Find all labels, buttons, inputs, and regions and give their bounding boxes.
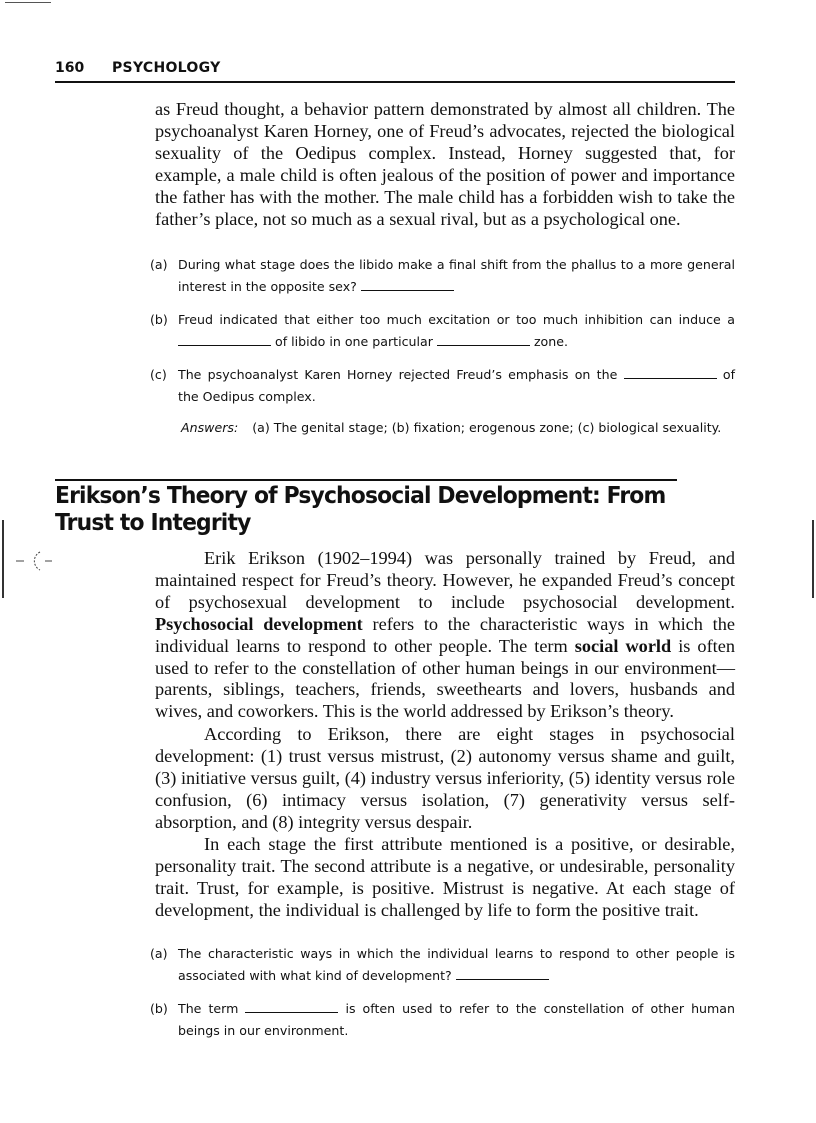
question-text: zone. [533,334,568,349]
question-text: of the Oedipus complex. [178,367,735,404]
question-2a [150,943,735,987]
question-label: (a) [150,257,168,272]
margin-bar-left [2,520,4,598]
text: Erik Erikson (1902–1994) was personally trained by Freud, and maintained respect for Freud’s theory. However, he expanded Freud’s concept of psychosexual development to include psychosocial development. [155,548,735,612]
question-2b [150,998,735,1042]
question-text: The psychoanalyst Karen Horney rejected Freud’s emphasis on the [178,367,618,382]
key-term: Psychosocial development [155,613,363,634]
question-label: (b) [150,312,168,327]
page-edge-mark [5,2,51,3]
question-text: of libido in one particular [275,334,433,349]
answer-blank [456,967,549,980]
question-label: (b) [150,1001,168,1016]
answer-blank [361,278,454,291]
answers-text: (a) The genital stage; (b) fixation; erogenous zone; (c) biological sexuality. [252,420,722,435]
question-text: During what stage does the libido make a final shift from the phallus to a more general interest in the opposite sex? [178,257,735,294]
question-b [150,309,735,353]
section-paragraph-1 [155,548,735,723]
question-a [150,254,735,298]
question-text: The characteristic ways in which the individual learns to respond to other people is associated with what kind of development? [178,946,735,983]
question-text: Freud indicated that either too much excitation or too much inhibition can induce a [178,312,735,327]
registration-mark-icon [14,548,54,574]
question-text: The term [178,1001,239,1016]
running-title: PSYCHOLOGY [112,60,221,76]
text: is often used to refer to the constellation of other human beings in our environment—parents, siblings, teachers, friends, sweethearts and lovers, husbands and wives, and coworkers. This is the world addressed by Erikson’s theory. [155,635,735,722]
section-paragraph-3: In each stage the first attribute mentioned is a positive, or desirable, personality trait. The second attribute is a negative, or undesirable, personality trait. Trust, for example, is positive. Mistrust is negative. At each stage of development, the individual is challenged by life to form the positive trait. [155,834,735,920]
answer-blank [624,366,717,379]
margin-bar-right [812,520,814,598]
running-header [55,58,735,83]
page-number: 160 [55,60,85,76]
answer-blank [437,333,530,346]
section-paragraph-2: According to Erikson, there are eight stages in psychosocial development: (1) trust versus mistrust, (2) autonomy versus shame and guilt, (3) initiative versus guilt, (4) industry versus inferiority, (5) identity versus role confusion, (6) intimacy versus isolation, (7) generativity versus self-absorption, and (8) integrity versus despair. [155,724,735,832]
answer-blank [178,333,271,346]
question-text: is often used to refer to the constellation of other human beings in our environment. [178,1001,735,1038]
intro-paragraph: as Freud thought, a behavior pattern demonstrated by almost all children. The psychoanalyst Karen Horney, one of Freud’s advocates, rejected the biological sexuality of the Oedipus complex. Instead, Horney suggested that, for example, a male child is often jealous of the position of power and importance the father has with the mother. The male child has a forbidden wish to take the father’s place, not so much as a sexual rival, but as a psychological one. [155,99,735,229]
question-c [150,364,735,408]
question-label: (a) [150,946,168,961]
key-term: social world [574,635,672,656]
answer-blank [245,1000,338,1013]
question-label: (c) [150,367,167,382]
answers-label: Answers: [181,420,239,435]
text: refers to the characteristic ways in which the individual learns to respond to other people. The term [155,613,735,656]
section-heading: Erikson’s Theory of Psychosocial Development: From Trust to Integrity [55,481,666,536]
answers [181,420,721,435]
